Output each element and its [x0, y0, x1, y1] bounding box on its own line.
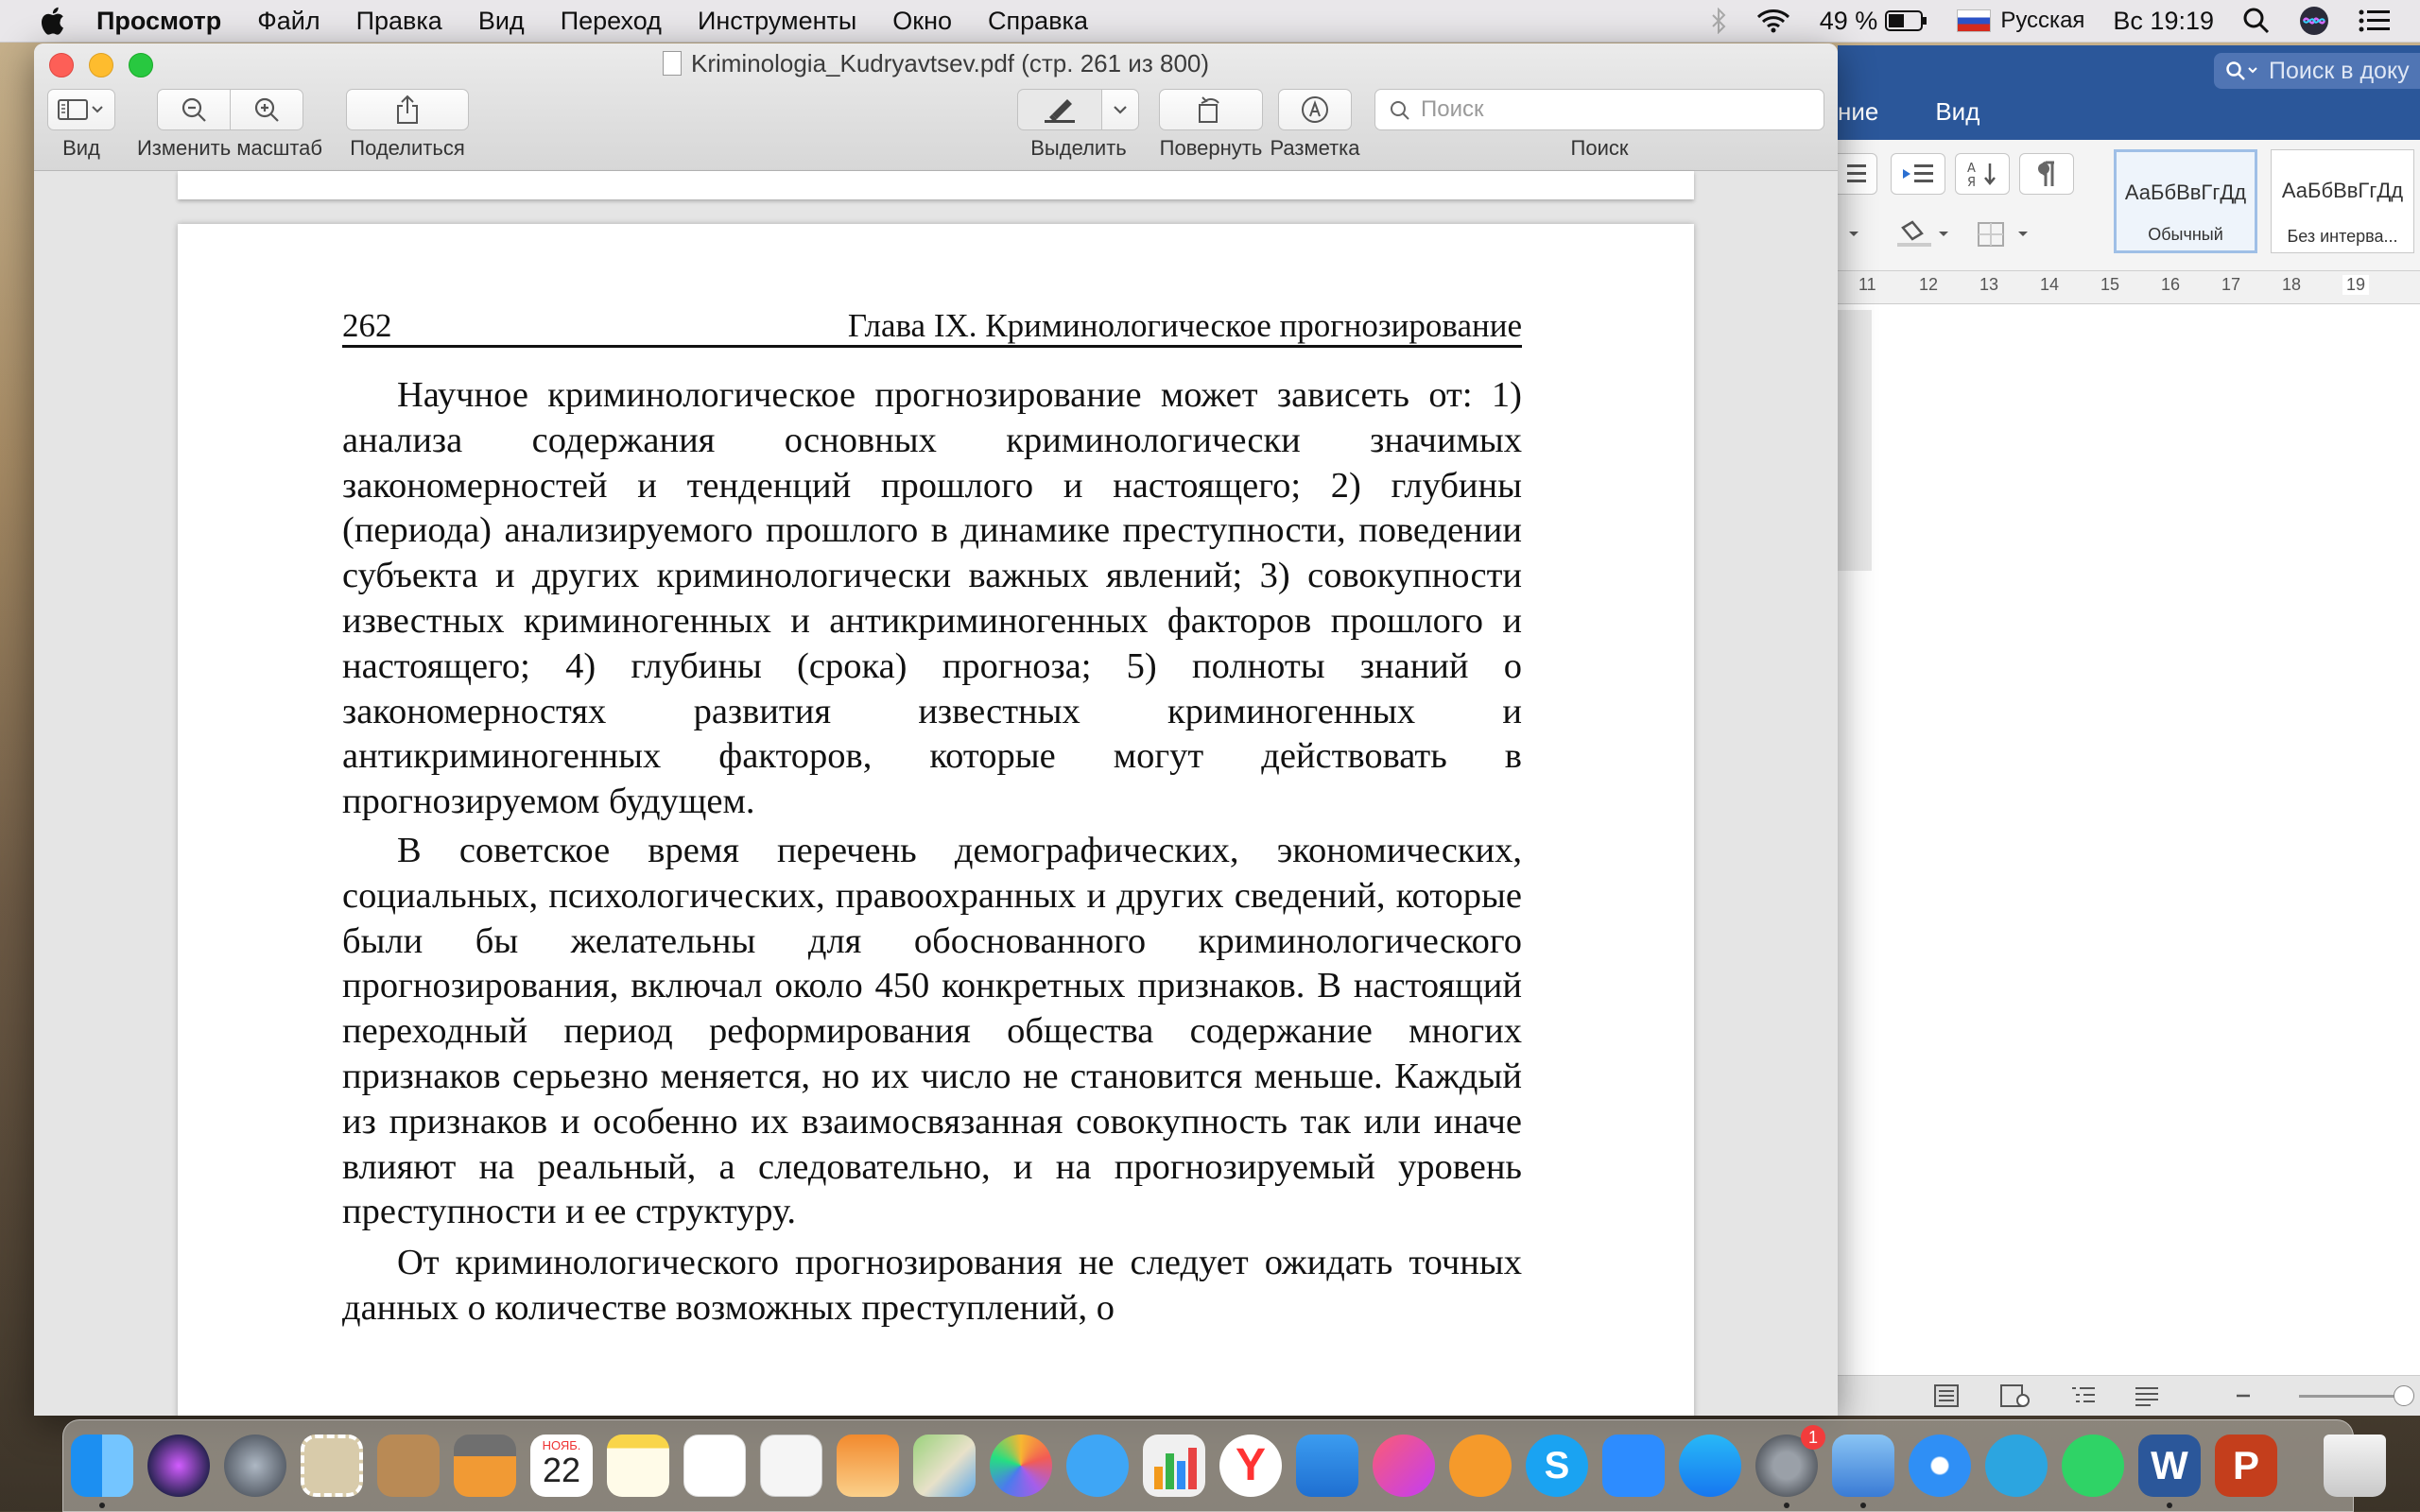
search-label: Поиск [1570, 136, 1629, 160]
pilcrow-icon [2034, 160, 2059, 188]
word-window [1838, 45, 2420, 1416]
chevron-down-icon [1847, 230, 1860, 239]
borders-icon [1975, 220, 2041, 249]
word-status-bar [1838, 1375, 2420, 1416]
zoom-out-icon [180, 95, 208, 124]
app-store-icon[interactable] [1679, 1435, 1741, 1497]
zoom-in-button[interactable] [230, 89, 303, 130]
rotate-label: Повернуть [1159, 136, 1263, 160]
list-icon [1840, 162, 1868, 186]
menu-tools[interactable]: Инструменты [697, 6, 857, 35]
ruler-tick: 13 [1979, 275, 1999, 294]
increase-indent-button[interactable] [1891, 153, 1945, 195]
status-area [1710, 0, 2420, 42]
highlight-label: Выделить [1030, 136, 1127, 160]
telegram-icon[interactable] [1985, 1435, 2048, 1497]
spotlight-search-icon[interactable] [2242, 7, 2271, 35]
ruler-tick: 19 [2342, 275, 2369, 295]
calendar-month: НОЯБ. [542, 1438, 581, 1452]
pages-like-icon[interactable] [837, 1435, 899, 1497]
bar-chart-icon [1143, 1435, 1205, 1497]
pdf-document-icon [663, 51, 682, 76]
sidebar-view-button[interactable] [47, 89, 115, 130]
battery-icon[interactable] [1885, 9, 1928, 32]
view-label: Вид [62, 136, 100, 160]
russia-flag-icon [1957, 9, 1991, 32]
sort-icon [1965, 160, 1999, 188]
zoom-in-icon [252, 95, 281, 124]
word-header [1838, 45, 2420, 140]
zoom-out-icon[interactable] [2231, 1383, 2256, 1408]
style-no-spacing-sample: АаБбВвГгДд [2281, 179, 2404, 202]
zoom-slider-knob[interactable] [2394, 1385, 2414, 1406]
microsoft-powerpoint-icon[interactable]: P [2215, 1435, 2277, 1497]
previous-page-bottom [178, 171, 1694, 199]
menu-app-name[interactable]: Просмотр [96, 6, 222, 35]
music-icon[interactable] [1373, 1435, 1435, 1497]
markup-pen-icon [1300, 94, 1330, 125]
zoom-slider[interactable] [2299, 1395, 2409, 1398]
photos-icon[interactable] [990, 1435, 1052, 1497]
show-formatting-button[interactable] [2019, 153, 2074, 195]
web-layout-icon[interactable] [1998, 1383, 2031, 1408]
svg-text:А: А [1967, 162, 1976, 176]
page-body [342, 373, 1522, 1335]
running-indicator [1860, 1503, 1866, 1508]
style-normal-name: Обычный [2148, 225, 2223, 244]
menu-go[interactable]: Переход [560, 6, 662, 35]
markup-button[interactable] [1278, 89, 1352, 130]
notification-badge: 1 [1801, 1425, 1825, 1450]
word-margin-shade [1838, 310, 1872, 571]
reminders-icon[interactable] [683, 1435, 746, 1497]
books-icon[interactable] [1449, 1435, 1512, 1497]
menu-view[interactable]: Вид [477, 6, 525, 35]
rotate-icon [1194, 94, 1228, 126]
ruler-tick: 15 [2100, 275, 2120, 294]
word-ribbon [1838, 140, 2420, 271]
calendar-day: 22 [542, 1451, 581, 1489]
textedit-icon[interactable] [760, 1435, 822, 1497]
share-label: Поделиться [350, 136, 465, 160]
style-normal[interactable] [2114, 149, 2257, 253]
style-no-spacing[interactable] [2271, 149, 2414, 253]
zoom-app-icon[interactable] [1602, 1435, 1665, 1497]
search-icon [1389, 99, 1411, 122]
word-tab-view[interactable]: Вид [1935, 97, 1980, 126]
paragraph: От криминологического прогнозирования не следует ожидать точных данных о количестве возможных преступлений, о [342, 1243, 1522, 1328]
mail-stamp-icon[interactable] [301, 1435, 363, 1497]
clock[interactable]: Вс 19:19 [2113, 6, 2214, 35]
paragraph: В советское время перечень демографических, экономических, социальных, психологических, правоохранных и других сведений, которые были бы желательны для обоснованного криминологического прогнозирования, включал около 450 конкретных признаков. В настоящий переходный период реформирования общества содержание многих признаков серьезно меняется, но их число не становится меньше. Каждый из признаков и особенно их взаимосвязанная совокупность так или иначе влияют на реальный, а следовательно, и на прогнозируемый уровень преступности и ее структуру. [342, 830, 1522, 1232]
battery-percent: 49 % [1819, 6, 1878, 35]
search-placeholder: Поиск [1421, 96, 1484, 122]
menu-file[interactable]: Файл [257, 6, 320, 35]
ruler-tick: 17 [2221, 275, 2241, 294]
preview-app-icon[interactable] [1832, 1435, 1894, 1497]
search-input[interactable] [1374, 89, 1824, 130]
menu-help[interactable]: Справка [988, 6, 1088, 35]
sort-button[interactable] [1955, 153, 2010, 195]
maps-icon[interactable] [913, 1435, 976, 1497]
safari-icon[interactable] [1909, 1435, 1971, 1497]
notification-center-icon[interactable] [2358, 8, 2392, 34]
ruler-tick: 16 [2161, 275, 2181, 294]
paint-bucket-icon [1895, 220, 1962, 249]
running-indicator [99, 1503, 105, 1508]
print-layout-icon[interactable] [1932, 1383, 1961, 1408]
yandex-browser-icon[interactable]: Y [1219, 1435, 1282, 1497]
wifi-icon[interactable] [1755, 8, 1791, 34]
search-icon [2225, 60, 2259, 81]
window-titlebar[interactable] [34, 43, 1838, 171]
keynote-icon[interactable] [1296, 1435, 1358, 1497]
word-search-placeholder: Поиск в доку [2269, 58, 2410, 84]
skype-icon[interactable]: S [1526, 1435, 1588, 1497]
draft-view-icon[interactable] [2133, 1383, 2161, 1408]
window-title [34, 49, 1838, 78]
markup-label: Разметка [1270, 136, 1360, 160]
trash-icon[interactable] [2324, 1435, 2386, 1497]
system-preferences-icon[interactable] [1755, 1428, 1818, 1497]
outline-view-icon[interactable] [2068, 1383, 2097, 1408]
running-indicator [1784, 1503, 1789, 1508]
word-ribbon-tabs [1838, 97, 2036, 127]
share-button[interactable] [346, 89, 469, 130]
input-source-label: Русская [2000, 8, 2085, 33]
page-number: 262 [342, 307, 392, 344]
paragraph: Научное криминологическое прогнозирование может зависеть от: 1) анализа содержания основных криминологически значимых закономерностей и тенденций прошлого и настоящего; 2) глубины (периода) анализируемого прошлого в динамике преступности, поведении субъекта и других криминологически важных явлений; 3) совокупности известных криминогенных и антикриминогенных факторов прошлого и настоящего; 4) глубины (срока) прогноза; 5) полноты знаний о закономерностях развития известных криминогенных и антикриминогенных факторов, которые могут действовать в прогнозируемом будущем. [342, 375, 1522, 822]
style-normal-sample: АаБбВвГгДд [2124, 180, 2247, 204]
ruler-tick: 18 [2282, 275, 2302, 294]
calculator-icon[interactable] [454, 1435, 516, 1497]
zoom-out-button[interactable] [157, 89, 231, 130]
style-no-spacing-name: Без интерва... [2287, 227, 2398, 246]
pdf-page[interactable] [178, 224, 1694, 1416]
chapter-title: Глава IX. Криминологическое прогнозирование [847, 307, 1522, 344]
dock [62, 1419, 2354, 1512]
apple-icon[interactable] [38, 6, 66, 36]
messages-icon[interactable] [1066, 1435, 1129, 1497]
contacts-icon[interactable] [377, 1435, 440, 1497]
launchpad-icon[interactable] [224, 1435, 286, 1497]
menu-edit[interactable]: Правка [355, 6, 442, 35]
shading-button[interactable] [1891, 214, 1966, 255]
zoom-label: Изменить масштаб [136, 136, 323, 160]
chevron-down-icon [1113, 104, 1128, 115]
finder-icon[interactable] [71, 1435, 133, 1497]
preview-window [34, 43, 1838, 1416]
menu-window[interactable]: Окно [892, 6, 953, 35]
highlighter-icon [1041, 95, 1079, 124]
word-search-input[interactable] [2214, 53, 2420, 89]
highlight-style-dropdown[interactable] [1101, 89, 1139, 130]
ruler-tick: 11 [1858, 275, 1876, 294]
sidebar-icon [57, 97, 106, 122]
menu-bar [0, 0, 2420, 43]
indent-icon [1901, 162, 1935, 186]
rotate-button[interactable] [1159, 89, 1263, 130]
ruler-tick: 14 [2040, 275, 2060, 294]
numbers-icon[interactable] [1143, 1435, 1205, 1497]
word-tab-partial[interactable]: ние [1838, 97, 1879, 126]
microsoft-word-icon[interactable]: W [2138, 1435, 2201, 1497]
share-icon [394, 94, 421, 125]
notes-icon[interactable] [607, 1435, 669, 1497]
ruler-tick: 12 [1919, 275, 1939, 294]
calendar-icon[interactable] [530, 1435, 593, 1497]
siri-icon[interactable] [2299, 6, 2329, 36]
svg-text:Я: Я [1967, 176, 1977, 188]
document-viewport[interactable] [34, 171, 1838, 1416]
whatsapp-icon[interactable] [2062, 1435, 2124, 1497]
input-source[interactable] [1957, 8, 2084, 34]
running-indicator [2167, 1503, 2172, 1508]
window-title-text: Kriminologia_Kudryavtsev.pdf (стр. 261 из 800) [690, 49, 1210, 77]
bluetooth-icon[interactable] [1710, 8, 1727, 34]
page-header [342, 300, 1522, 348]
siri-app-icon[interactable] [147, 1435, 210, 1497]
highlight-button[interactable] [1017, 89, 1102, 130]
borders-button[interactable] [1970, 214, 2046, 255]
word-ruler[interactable] [1838, 271, 2420, 304]
